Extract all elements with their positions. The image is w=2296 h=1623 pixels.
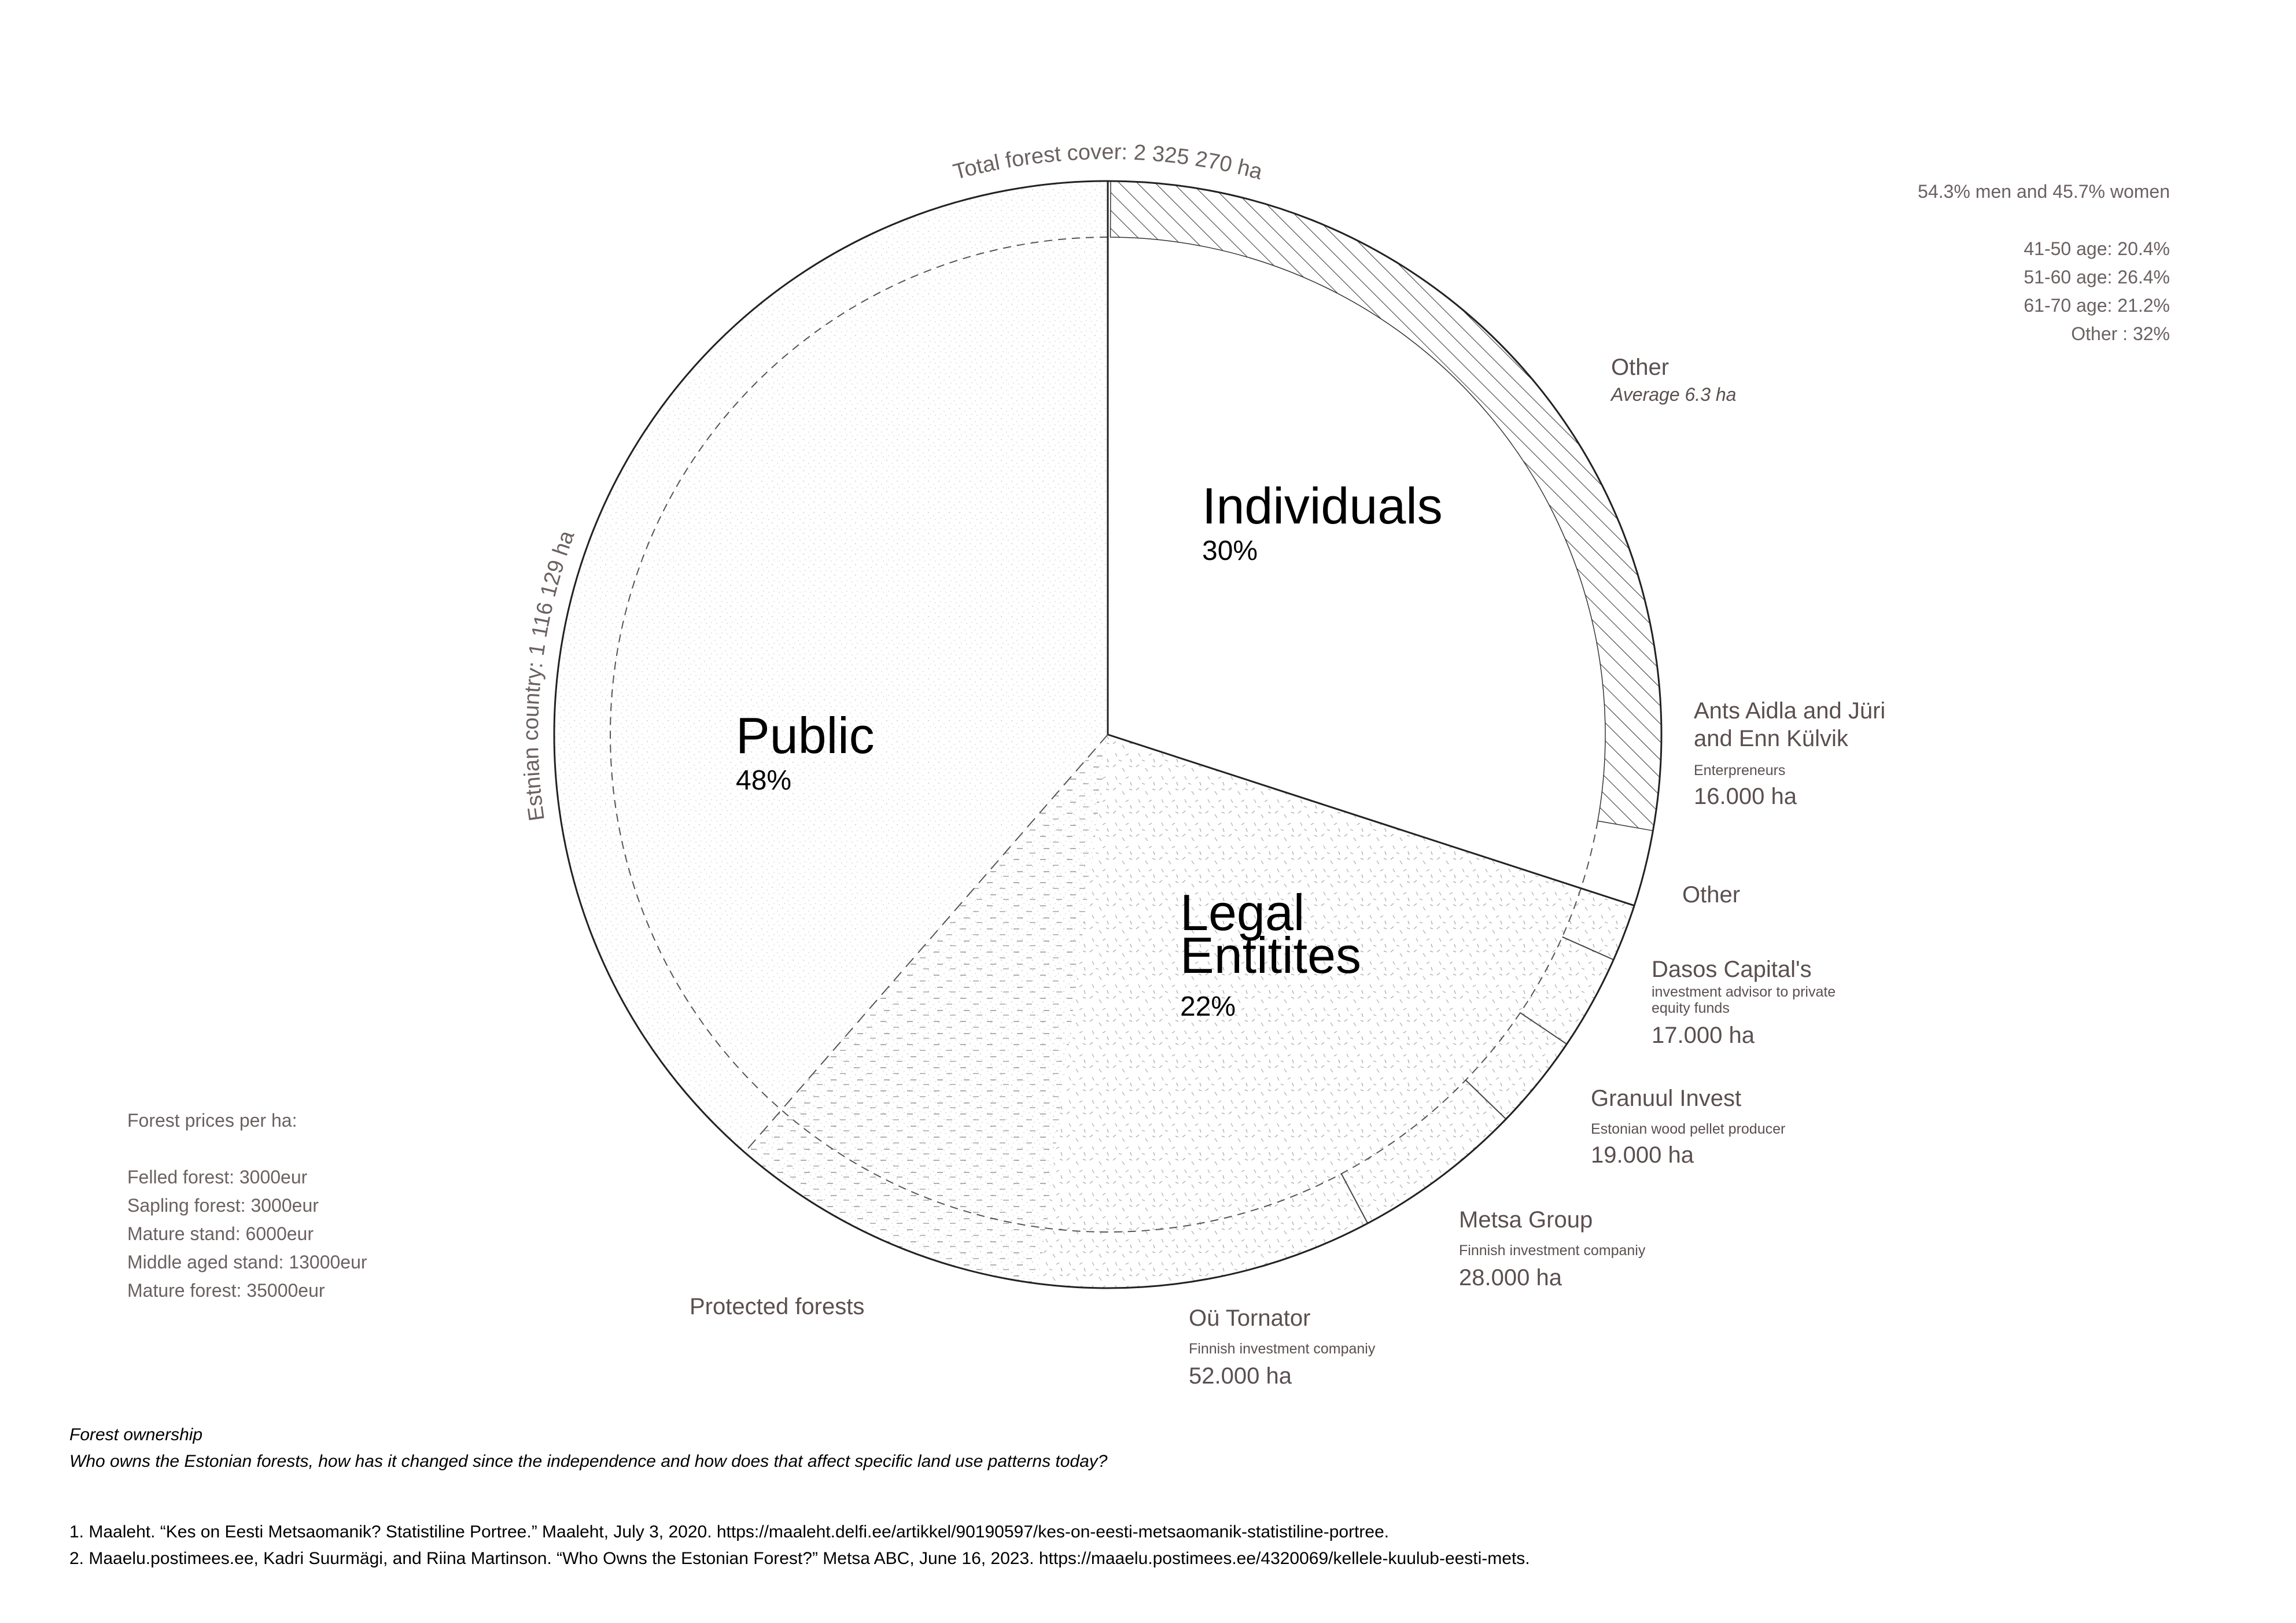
demographics-age-3: 61-70 age: 21.2% [2024, 295, 2170, 316]
metsa-amount: 28.000 ha [1459, 1265, 1562, 1290]
protected-forests-label: Protected forests [690, 1294, 865, 1319]
granuul-note: Estonian wood pellet producer [1591, 1121, 1786, 1137]
price-item-2: Sapling forest: 3000eur [127, 1195, 319, 1216]
granuul-name: Granuul Invest [1591, 1086, 1742, 1111]
demographics-age-2: 51-60 age: 26.4% [2024, 267, 2170, 287]
footer-subtitle: Who owns the Estonian forests, how has it changed since the independence and how does that affect specific land use patterns today? [69, 1452, 1108, 1471]
individuals-other-note: Average 6.3 ha [1611, 384, 1737, 405]
tornator-note: Finnish investment companiy [1189, 1341, 1376, 1357]
tornator-name: Oü Tornator [1189, 1305, 1311, 1331]
demographics-age-4: Other : 32% [2071, 323, 2170, 344]
granuul-amount: 19.000 ha [1591, 1142, 1694, 1168]
legal-title-line2: Entitites [1180, 927, 1362, 984]
metsa-name: Metsa Group [1459, 1207, 1593, 1233]
price-item-5: Mature forest: 35000eur [127, 1280, 325, 1301]
footer-reference-1: 1. Maaleht. “Kes on Eesti Metsaomanik? Statistiline Portree.” Maaleht, July 3, 2020. https://maaleht.delfi.ee/artikkel/90190597/kes-on-eesti-metsaomanik-statistiline-portree. [69, 1522, 1390, 1541]
public-percent: 48% [736, 765, 792, 796]
metsa-note: Finnish investment companiy [1459, 1242, 1646, 1259]
footer-reference-2: 2. Maaelu.postimees.ee, Kadri Suurmägi, and Riina Martinson. “Who Owns the Estonian Forest?” Metsa ABC, June 16, 2023. https://maaelu.postimees.ee/4320069/kellele-kuulub-eesti-mets. [69, 1549, 1530, 1568]
ants-aidla-name-line1: Ants Aidla and Jüri [1694, 698, 1886, 724]
individuals-percent: 30% [1202, 536, 1258, 566]
dasos-note-line1: investment advisor to private [1652, 984, 1836, 1000]
legal-other-name: Other [1682, 882, 1741, 908]
price-item-3: Mature stand: 6000eur [127, 1223, 314, 1244]
prices-title: Forest prices per ha: [127, 1110, 297, 1131]
legal-percent: 22% [1180, 991, 1236, 1022]
price-item-4: Middle aged stand: 13000eur [127, 1252, 367, 1272]
price-item-1: Felled forest: 3000eur [127, 1167, 308, 1187]
ants-aidla-amount: 16.000 ha [1694, 784, 1797, 809]
legal-title-line1: Legal [1180, 884, 1305, 941]
dasos-note-line2: equity funds [1652, 1000, 1730, 1016]
ants-aidla-name-line2: and Enn Külvik [1694, 726, 1848, 751]
dasos-name: Dasos Capital's [1652, 957, 1812, 982]
tornator-amount: 52.000 ha [1189, 1363, 1292, 1389]
public-title: Public [736, 707, 875, 764]
footer-title: Forest ownership [69, 1425, 203, 1444]
individuals-other-name: Other [1611, 355, 1670, 380]
demographics-age-1: 41-50 age: 20.4% [2024, 238, 2170, 259]
estonian-country-label: Estnian country: 1 116 129 ha [518, 527, 580, 823]
dasos-amount: 17.000 ha [1652, 1023, 1755, 1048]
individuals-title: Individuals [1202, 477, 1443, 534]
ants-aidla-note: Enterpreneurs [1694, 762, 1786, 779]
total-forest-cover-label: Total forest cover: 2 325 270 ha [950, 139, 1265, 185]
demographics-headline: 54.3% men and 45.7% women [1918, 181, 2170, 202]
